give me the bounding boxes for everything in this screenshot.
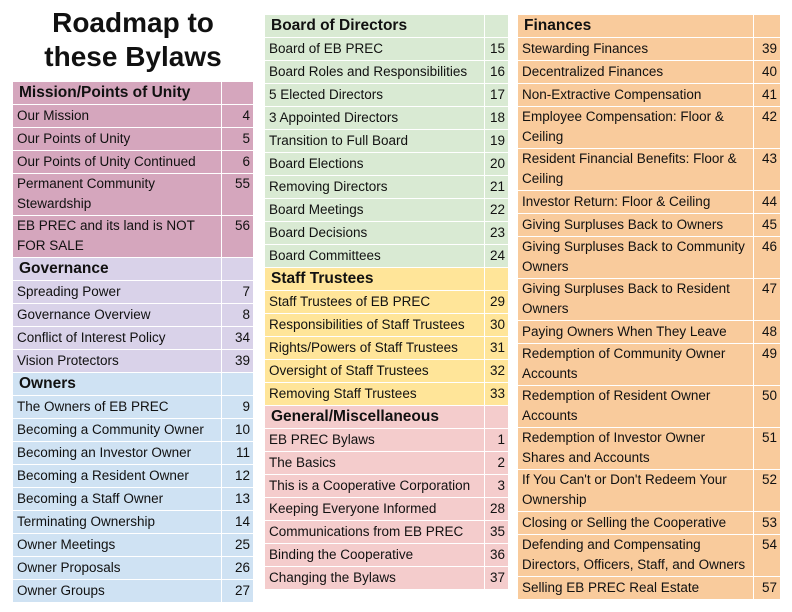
toc-entry-label: Becoming an Investor Owner: [13, 442, 222, 465]
toc-page-number: 22: [485, 199, 509, 222]
toc-entry-label: Redemption of Community Owner Accounts: [518, 344, 754, 386]
column-right: [517, 14, 781, 600]
toc-entry-label: Board Roles and Responsibilities: [265, 61, 485, 84]
toc-page-number: 27: [222, 580, 254, 603]
section-heading-spacer: [485, 268, 509, 291]
section-header-finances: [518, 15, 781, 38]
toc-page-number: 13: [222, 488, 254, 511]
toc-page-number: 53: [754, 512, 781, 535]
toc-entry-label: Terminating Ownership: [13, 511, 222, 534]
toc-page-number: 57: [754, 577, 781, 600]
toc-row[interactable]: [13, 350, 254, 373]
section-header-staff: [265, 268, 509, 291]
toc-row[interactable]: [518, 577, 781, 600]
toc-row[interactable]: [13, 327, 254, 350]
toc-row[interactable]: [13, 442, 254, 465]
toc-page-number: 46: [754, 237, 781, 279]
toc-row[interactable]: [13, 151, 254, 174]
toc-entry-label: Our Points of Unity Continued: [13, 151, 222, 174]
toc-page-number: 45: [754, 214, 781, 237]
toc-entry-label: Communications from EB PREC: [265, 521, 485, 544]
toc-page-number: 39: [222, 350, 254, 373]
toc-row[interactable]: [13, 174, 254, 216]
toc-row[interactable]: [265, 498, 509, 521]
toc-page-number: 43: [754, 149, 781, 191]
toc-page-number: 51: [754, 428, 781, 470]
toc-page-number: 49: [754, 344, 781, 386]
toc-entry-label: Employee Compensation: Floor & Ceiling: [518, 107, 754, 149]
toc-row[interactable]: [518, 386, 781, 428]
toc-entry-label: Decentralized Finances: [518, 61, 754, 84]
toc-page-number: 50: [754, 386, 781, 428]
toc-entry-label: Giving Surpluses Back to Community Owners: [518, 237, 754, 279]
toc-entry-label: Stewarding Finances: [518, 38, 754, 61]
toc-page-number: 42: [754, 107, 781, 149]
toc-row[interactable]: [265, 153, 509, 176]
toc-row[interactable]: [13, 419, 254, 442]
toc-page-number: 37: [485, 567, 509, 590]
toc-page-number: 36: [485, 544, 509, 567]
toc-entry-label: Our Points of Unity: [13, 128, 222, 151]
toc-page-number: 18: [485, 107, 509, 130]
toc-entry-label: Board Elections: [265, 153, 485, 176]
toc-entry-label: Giving Surpluses Back to Resident Owners: [518, 279, 754, 321]
section-header-general: [265, 406, 509, 429]
toc-entry-label: The Basics: [265, 452, 485, 475]
toc-entry-label: Paying Owners When They Leave: [518, 321, 754, 344]
toc-row[interactable]: [518, 535, 781, 577]
roadmap-table: [517, 14, 781, 600]
toc-page-number: 30: [485, 314, 509, 337]
toc-row[interactable]: [518, 107, 781, 149]
toc-row[interactable]: [518, 84, 781, 107]
toc-page-number: 52: [754, 470, 781, 512]
toc-page-number: 19: [485, 130, 509, 153]
toc-entry-label: Staff Trustees of EB PREC: [265, 291, 485, 314]
toc-row[interactable]: [518, 512, 781, 535]
toc-row[interactable]: [265, 38, 509, 61]
toc-page-number: 54: [754, 535, 781, 577]
toc-entry-label: Resident Financial Benefits: Floor & Ceiling: [518, 149, 754, 191]
toc-page-number: 44: [754, 191, 781, 214]
section-heading-spacer: [222, 373, 254, 396]
toc-entry-label: Responsibilities of Staff Trustees: [265, 314, 485, 337]
toc-entry-label: Governance Overview: [13, 304, 222, 327]
section-header-board: [265, 15, 509, 38]
toc-row[interactable]: [265, 314, 509, 337]
toc-page-number: 55: [222, 174, 254, 216]
section-heading: Finances: [518, 15, 754, 38]
toc-page-number: 20: [485, 153, 509, 176]
toc-row[interactable]: [265, 383, 509, 406]
section-heading-spacer: [754, 15, 781, 38]
toc-row[interactable]: [265, 245, 509, 268]
section-heading: General/Miscellaneous: [265, 406, 485, 429]
toc-row[interactable]: [518, 149, 781, 191]
toc-page-number: 3: [485, 475, 509, 498]
toc-entry-label: Vision Protectors: [13, 350, 222, 373]
toc-row[interactable]: [13, 105, 254, 128]
toc-row[interactable]: [13, 281, 254, 304]
toc-page-number: 40: [754, 61, 781, 84]
toc-row[interactable]: [265, 222, 509, 245]
section-header-mission: [13, 82, 254, 105]
toc-entry-label: 5 Elected Directors: [265, 84, 485, 107]
section-heading-spacer: [222, 82, 254, 105]
toc-entry-label: Owner Groups: [13, 580, 222, 603]
toc-row[interactable]: [265, 291, 509, 314]
toc-row[interactable]: [518, 191, 781, 214]
title-line-2: these Bylaws: [44, 41, 222, 72]
section-heading: Governance: [13, 258, 222, 281]
toc-entry-label: Board Meetings: [265, 199, 485, 222]
toc-row[interactable]: [265, 61, 509, 84]
toc-page-number: 8: [222, 304, 254, 327]
toc-entry-label: Defending and Compensating Directors, Officers, Staff, and Owners: [518, 535, 754, 577]
toc-entry-label: Investor Return: Floor & Ceiling: [518, 191, 754, 214]
column-middle: [264, 14, 509, 590]
toc-entry-label: Owner Proposals: [13, 557, 222, 580]
toc-entry-label: Our Mission: [13, 105, 222, 128]
toc-entry-label: Transition to Full Board: [265, 130, 485, 153]
toc-page-number: 28: [485, 498, 509, 521]
toc-entry-label: Becoming a Staff Owner: [13, 488, 222, 511]
toc-row[interactable]: [518, 428, 781, 470]
toc-row[interactable]: [13, 396, 254, 419]
toc-row[interactable]: [518, 321, 781, 344]
toc-row[interactable]: [265, 337, 509, 360]
toc-entry-label: Spreading Power: [13, 281, 222, 304]
toc-page-number: 21: [485, 176, 509, 199]
toc-row[interactable]: [13, 534, 254, 557]
toc-row[interactable]: [265, 544, 509, 567]
page-title: [12, 6, 254, 74]
toc-page-number: 4: [222, 105, 254, 128]
toc-row[interactable]: [265, 84, 509, 107]
toc-page-number: 34: [222, 327, 254, 350]
toc-page-number: 1: [485, 429, 509, 452]
section-heading: Staff Trustees: [265, 268, 485, 291]
toc-row[interactable]: [13, 511, 254, 534]
toc-page-number: 14: [222, 511, 254, 534]
toc-row[interactable]: [13, 580, 254, 603]
toc-entry-label: Board Committees: [265, 245, 485, 268]
toc-entry-label: If You Can't or Don't Redeem Your Ownership: [518, 470, 754, 512]
toc-page-number: 48: [754, 321, 781, 344]
toc-row[interactable]: [265, 360, 509, 383]
toc-page-number: 33: [485, 383, 509, 406]
column-left: [12, 81, 254, 603]
toc-page-number: 31: [485, 337, 509, 360]
toc-row[interactable]: [265, 521, 509, 544]
toc-entry-label: Selling EB PREC Real Estate: [518, 577, 754, 600]
section-heading-spacer: [485, 15, 509, 38]
toc-row[interactable]: [265, 475, 509, 498]
toc-row[interactable]: [518, 279, 781, 321]
toc-page-number: 15: [485, 38, 509, 61]
toc-entry-label: Conflict of Interest Policy: [13, 327, 222, 350]
roadmap-table: [12, 81, 254, 603]
toc-entry-label: Redemption of Investor Owner Shares and Accounts: [518, 428, 754, 470]
toc-page-number: 11: [222, 442, 254, 465]
toc-entry-label: Owner Meetings: [13, 534, 222, 557]
toc-row[interactable]: [265, 452, 509, 475]
toc-page-number: 24: [485, 245, 509, 268]
toc-page-number: 12: [222, 465, 254, 488]
toc-entry-label: Giving Surpluses Back to Owners: [518, 214, 754, 237]
section-heading: Board of Directors: [265, 15, 485, 38]
toc-entry-label: Binding the Cooperative: [265, 544, 485, 567]
toc-entry-label: Removing Directors: [265, 176, 485, 199]
toc-page-number: 5: [222, 128, 254, 151]
toc-entry-label: EB PREC Bylaws: [265, 429, 485, 452]
section-heading-spacer: [222, 258, 254, 281]
toc-entry-label: Closing or Selling the Cooperative: [518, 512, 754, 535]
section-heading-spacer: [485, 406, 509, 429]
toc-page-number: 2: [485, 452, 509, 475]
toc-entry-label: Rights/Powers of Staff Trustees: [265, 337, 485, 360]
toc-entry-label: This is a Cooperative Corporation: [265, 475, 485, 498]
toc-page-number: 39: [754, 38, 781, 61]
section-heading: Mission/Points of Unity: [13, 82, 222, 105]
toc-page-number: 23: [485, 222, 509, 245]
toc-row[interactable]: [13, 465, 254, 488]
toc-row[interactable]: [13, 216, 254, 258]
toc-page-number: 9: [222, 396, 254, 419]
toc-page-number: 7: [222, 281, 254, 304]
toc-page-number: 47: [754, 279, 781, 321]
toc-entry-label: Redemption of Resident Owner Accounts: [518, 386, 754, 428]
toc-page-number: 17: [485, 84, 509, 107]
toc-page-number: 41: [754, 84, 781, 107]
toc-entry-label: EB PREC and its land is NOT FOR SALE: [13, 216, 222, 258]
toc-entry-label: 3 Appointed Directors: [265, 107, 485, 130]
toc-page-number: 56: [222, 216, 254, 258]
toc-entry-label: Becoming a Community Owner: [13, 419, 222, 442]
title-line-1: Roadmap to: [52, 7, 214, 38]
toc-row[interactable]: [265, 107, 509, 130]
toc-entry-label: Board of EB PREC: [265, 38, 485, 61]
toc-entry-label: Board Decisions: [265, 222, 485, 245]
toc-row[interactable]: [265, 176, 509, 199]
toc-row[interactable]: [13, 488, 254, 511]
toc-entry-label: Removing Staff Trustees: [265, 383, 485, 406]
toc-row[interactable]: [518, 237, 781, 279]
toc-entry-label: Permanent Community Stewardship: [13, 174, 222, 216]
toc-page-number: 35: [485, 521, 509, 544]
toc-entry-label: Non-Extractive Compensation: [518, 84, 754, 107]
toc-entry-label: Changing the Bylaws: [265, 567, 485, 590]
toc-page-number: 16: [485, 61, 509, 84]
toc-row[interactable]: [13, 304, 254, 327]
roadmap-table: [264, 14, 509, 590]
toc-page-number: 26: [222, 557, 254, 580]
toc-row[interactable]: [518, 470, 781, 512]
section-header-owners: [13, 373, 254, 396]
toc-entry-label: Keeping Everyone Informed: [265, 498, 485, 521]
toc-row[interactable]: [518, 344, 781, 386]
toc-page-number: 6: [222, 151, 254, 174]
toc-row[interactable]: [13, 557, 254, 580]
toc-row[interactable]: [265, 130, 509, 153]
toc-row[interactable]: [265, 199, 509, 222]
section-heading: Owners: [13, 373, 222, 396]
toc-row[interactable]: [518, 61, 781, 84]
toc-entry-label: Oversight of Staff Trustees: [265, 360, 485, 383]
toc-row[interactable]: [13, 128, 254, 151]
section-header-governance: [13, 258, 254, 281]
toc-page-number: 10: [222, 419, 254, 442]
toc-row[interactable]: [518, 214, 781, 237]
toc-page-number: 32: [485, 360, 509, 383]
toc-entry-label: Becoming a Resident Owner: [13, 465, 222, 488]
toc-row[interactable]: [518, 38, 781, 61]
toc-row[interactable]: [265, 567, 509, 590]
toc-page-number: 25: [222, 534, 254, 557]
toc-page-number: 29: [485, 291, 509, 314]
toc-entry-label: The Owners of EB PREC: [13, 396, 222, 419]
toc-row[interactable]: [265, 429, 509, 452]
